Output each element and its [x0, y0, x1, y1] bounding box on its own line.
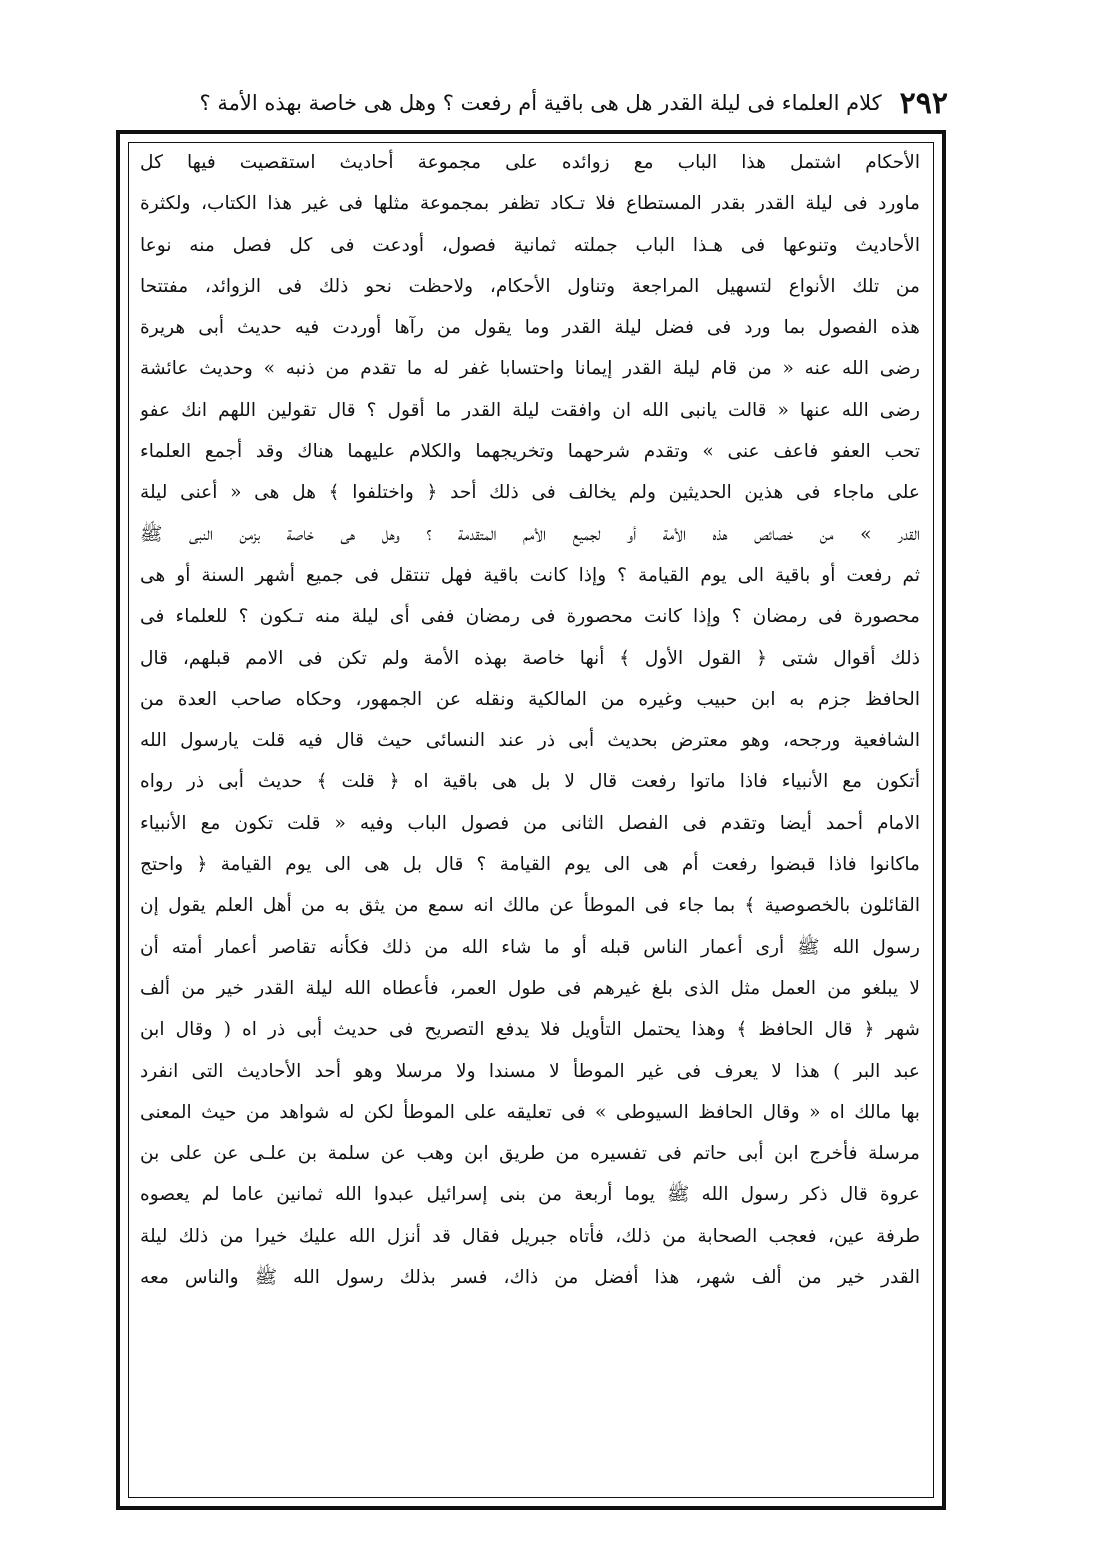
text-line: الشافعية ورجحه، وهو معترض بحديث أبى ذر عند النسائى حيث قال فيه قلت يارسول الله: [140, 730, 920, 752]
text-line: الأحاديث وتنوعها فى هـذا الباب جملته ثمانية فصول، أودعت فى كل فصل منه نوعا: [140, 234, 920, 256]
text-line: محصورة فى رمضان ؟ وإذا كانت محصورة فى رمضان ففى أى ليلة منه تـكون ؟ للعلماء فى: [140, 606, 920, 628]
text-line: عبد البر ) هذا لا يعرف فى غير الموطأ لا مسندا ولا مرسلا وهو أحد الأحاديث التى انفرد: [140, 1060, 920, 1082]
text-line: رضى الله عنه « من قام ليلة القدر إيمانا واحتسابا غفر له ما تقدم من ذنبه » وحديث عائشة: [140, 358, 920, 380]
text-line: الامام أحمد أيضا وتقدم فى الفصل الثانى من فصول الباب وفيه « قلت تكون مع الأنبياء: [140, 812, 920, 834]
body-text: [140, 142, 920, 1298]
text-line: الأحكام اشتمل هذا الباب مع زوائده على مجموعة أحاديث استقصيت فيها كل: [140, 152, 920, 173]
text-line: ذلك أقوال شتى ﴿ القول الأول ﴾ أنها خاصة بهذه الأمة ولم تكن فى الامم قبلهم، قال: [140, 647, 920, 669]
page-header: [128, 78, 948, 128]
text-line: تحب العفو فاعف عنى » وتقدم شرحهما وتخريجهما والكلام عليهما هناك وقد أجمع العلماء: [140, 441, 920, 463]
text-line: مرسلة فأخرج ابن أبى حاتم فى تفسيره من طريق ابن وهب عن سلمة بن علـى عن على بن: [140, 1143, 920, 1165]
text-line: رسول الله ﷺ أرى أعمار الناس قبله أو ما شاء الله من ذلك فكأنه تقاصر أعمار أمته أن: [140, 936, 920, 958]
text-line: من تلك الأنواع لتسهيل المراجعة وتناول الأحكام، ولاحظت نحو ذلك فى الزوائد، مفتتحا: [140, 275, 920, 297]
text-line: القدر » من خصائص هذه الأمة أو لجميع الأمم المتقدمة ؟ وهل هى خاصة بزمن النبى ﷺ: [140, 523, 920, 545]
text-line: الحافظ جزم به ابن حبيب وغيره من المالكية ونقله عن الجمهور، وحكاه صاحب العدة من: [140, 688, 920, 710]
page-number: ٢٩٢: [899, 85, 948, 121]
text-line: لا يبلغو من العمل مثل الذى بلغ غيرهم فى طول العمر، فأعطاه الله ليلة القدر خير من ألف: [140, 977, 920, 999]
text-line: عروة قال ذكر رسول الله ﷺ يوما أربعة من بنى إسرائيل عبدوا الله ثمانين عاما لم يعصوه: [140, 1184, 920, 1206]
text-line: أتكون مع الأنبياء فاذا ماتوا رفعت قال لا بل هى باقية اه ﴿ قلت ﴾ حديث أبى ذر رواه: [140, 771, 920, 793]
text-line: القائلون بالخصوصية ﴾ بما جاء فى الموطأ عن مالك انه سمع من يثق به من أهل العلم يقول إن: [140, 895, 920, 917]
text-line: هذه الفصول بما ورد فى فضل ليلة القدر وما يقول من رآها أوردت فيه حديث أبى هريرة: [140, 317, 920, 339]
text-line: ثم رفعت أو باقية الى يوم القيامة ؟ وإذا كانت باقية فهل تنتقل فى جميع أشهر السنة أو هى: [140, 564, 920, 586]
text-line: ماكانوا فاذا قبضوا رفعت أم هى الى يوم القيامة ؟ قال بل هى الى يوم القيامة ﴿ واحتج: [140, 854, 920, 876]
text-line: على ماجاء فى هذين الحديثين ولم يخالف فى ذلك أحد ﴿ واختلفوا ﴾ هل هى « أعنى ليلة: [140, 482, 920, 504]
running-title: كلام العلماء فى ليلة القدر هل هى باقية أم رفعت ؟ وهل هى خاصة بهذه الأمة ؟: [199, 91, 882, 115]
text-line: القدر خير من ألف شهر، هذا أفضل من ذاك، فسر بذلك رسول الله ﷺ والناس معه: [140, 1267, 920, 1289]
text-line: شهر ﴿ قال الحافظ ﴾ وهذا يحتمل التأويل فلا يدفع التصريح فى حديث أبى ذر اه ( وقال ابن: [140, 1019, 920, 1041]
text-line: ماورد فى ليلة القدر بقدر المستطاع فلا تـكاد تظفر بمجموعة مثلها فى غير هذا الكتاب، ولكثرة: [140, 193, 920, 215]
text-line: طرفة عين، فعجب الصحابة من ذلك، فأتاه جبريل فقال قد أنزل الله عليك خيرا من ذلك ليلة: [140, 1225, 920, 1247]
text-line: رضى الله عنها « قالت يانبى الله ان وافقت ليلة القدر ما أقول ؟ قال تقولين اللهم انك عفو: [140, 399, 920, 421]
text-line: بها مالك اه « وقال الحافظ السيوطى » فى تعليقه على الموطأ لكن له شواهد من حيث المعنى: [140, 1101, 920, 1123]
